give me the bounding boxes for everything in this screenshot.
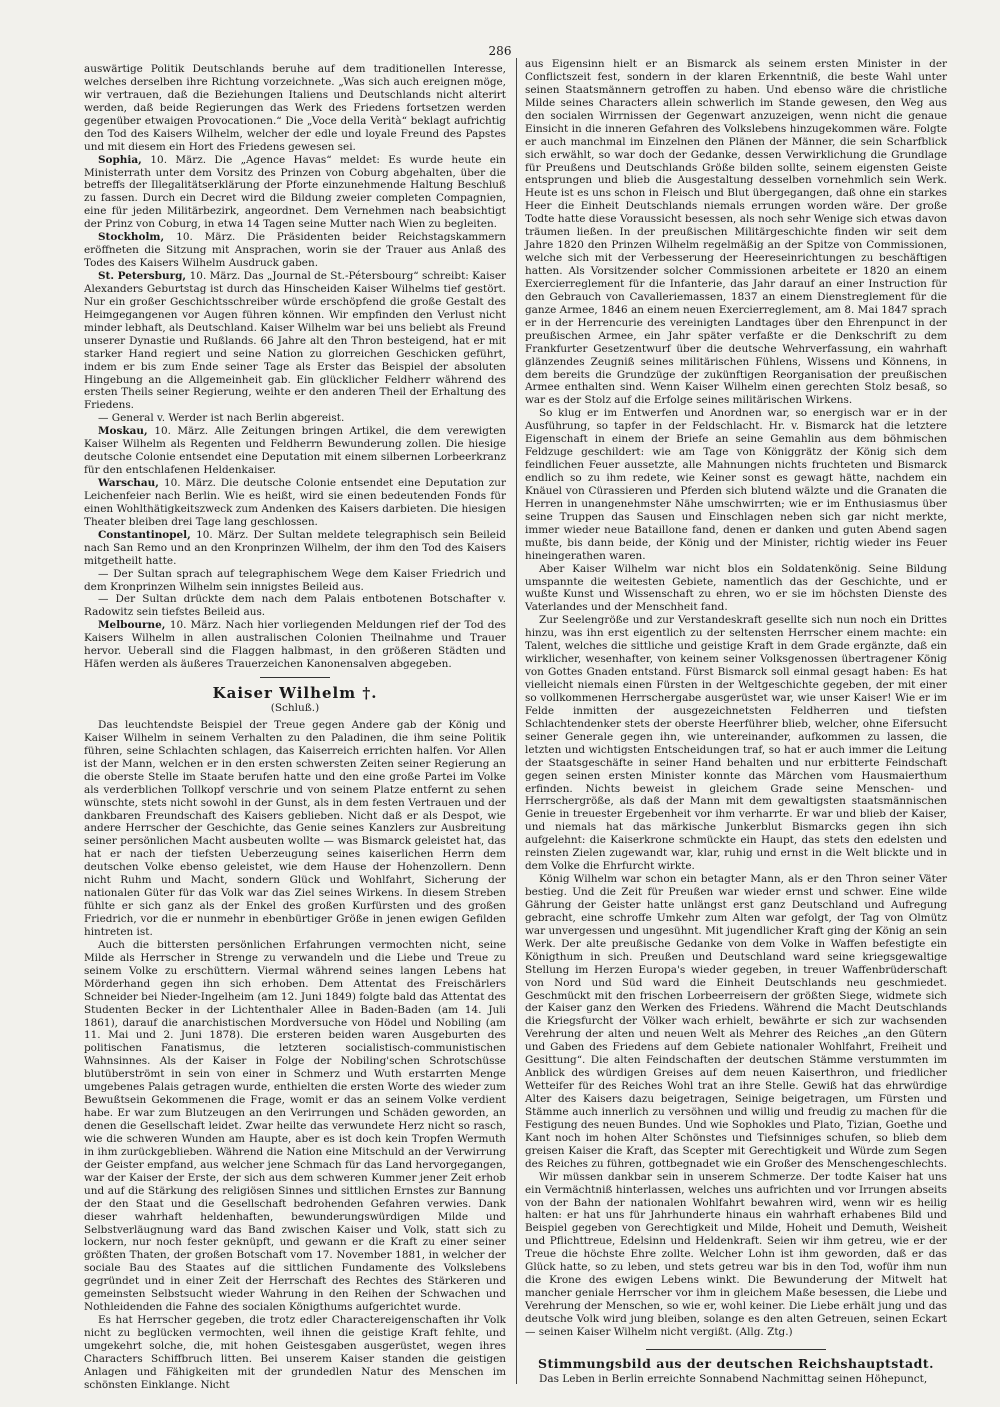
news-item [84,593,506,619]
right-column [525,58,947,1386]
section-divider [260,677,330,678]
news-item [84,270,506,412]
news-text: — General v. Werder ist nach Berlin abgereist. [98,412,345,425]
news-item [84,154,506,232]
news-item [84,568,506,594]
news-text: auswärtige Politik Deutschlands beruhe auf dem traditionellen Interesse, welches derselben ihre Richtung vorzeichnete. „Was sich auch ereignen möge, wir vertrauen, daß die Beziehungen Italiens und Deutschlands nicht alterirt werden, daß beide Regierungen das Werk des Friedens fortsetzen werden gegenüber etwaigen Provocationen.“ Die „Voce della Verità“ beklagt aufrichtig den Tod des Kaisers Wilhelm, welcher der edle und loyale Freund des Papstes und mit diesem ein Hort des Friedens gewesen sei. [84,63,506,153]
second-article-first-line: Das Leben in Berlin erreichte Sonnabend Nachmittag seinen Höhepunct, [539,1372,928,1385]
page-number: 286 [488,44,512,58]
news-item [84,63,506,154]
news-text: — Der Sultan sprach auf telegraphischem Wege dem Kaiser Friedrich und dem Kronprinzen Wilhelm sein innigstes Beileid aus. [84,567,506,593]
second-article-title: Stimmungsbild aus der deutschen Reichshauptstadt. [537,1355,935,1371]
article-paragraph: König Wilhelm war schon ein betagter Mann, als er den Thron seiner Väter bestieg. Und die Zeit für Preußen war wieder ernst und schwer. Eine wilde Gährung der Geister hatte unlängst erst ganz Deutschland und Aufregung gebracht, eine schroffe Umkehr zum Alten war gefolgt, der Tag von Olmütz war unvergessen und ungesühnt. Mit jugendlicher Kraft ging der König an sein Werk. Der alte preußische Gedanke von dem Volke in Waffen befestigte ein Königthum in sich. Preußen und Deutschland ward seine kriegsgewaltige Stellung im Herzen Europa's wieder gegeben, in treuer Waffenbrüderschaft von Nord und Süd ward die Einheit Deutschlands neu geschmiedet. Geschmückt mit den frischen Lorbeerreisern der größten Siege, widmete sich der Kaiser ganz den Werken des Friedens. Während die Macht Deutschlands die Kriegsfurcht der Völker wach erhielt, bewährte er sich zur wachsenden Verehrung der alten und neuen Welt als Mehrer des Reiches „an den Gütern und Gaben des Friedens auf dem Gebiete nationaler Wohlfahrt, Freiheit und Gesittung“. Die alten Feindschaften der deutschen Stämme verstummten im Anblick des würdigen Greises auf dem neuen Kaiserthron, und friedlicher Wetteifer für des Reiches Wohl trat an ihre Stelle. Gewiß hat das ehrwürdige Alter des Kaisers dazu beigetragen, Seinige beigetragen, um Fürsten und Stämme auch innerlich zu versöhnen und willig und freudig zu machen für die Festigung des neuen Bundes. Und wie Sophokles und Plato, Tizian, Goethe und Kant noch im hohen Alter Schönstes und Tiefsinniges schufen, so blieb dem greisen Kaiser die Kraft, das Scepter mit Gerechtigkeit und Würde zum Segen des Reiches zu führen, gottbegnadet wie ein Großer des Menschengeschlechts. [525,873,947,1170]
dateline-place: Sophia, [98,153,151,166]
news-item [84,231,506,270]
dateline-place: Constantinopel, [98,528,197,541]
dateline-place: St. Petersburg, [98,270,190,282]
news-item [84,619,506,671]
left-column [84,63,506,1392]
column-divider [516,58,517,1384]
dateline-place: Melbourne, [98,619,170,632]
news-item [84,529,506,568]
dateline-place: Moskau, [98,425,155,438]
article-subtitle: (Schluß.) [270,702,320,714]
news-text: 10. März. Die Präsidenten beider Reichstagskammern eröffneten die Sitzung mit Ansprachen, worin sie der Trauer aus Anlaß des Todes des Kaisers Wilhelm Ausdruck gaben. [84,231,506,270]
section-divider [646,1349,826,1350]
article-paragraph: Zur Seelengröße und zur Verstandeskraft gesellte sich nun noch ein Drittes hinzu, was ihn erst eigentlich zu der seltensten Herrscher einem machte: ein Talent, welches die sittliche und geistige Kraft in dem Grade ergänzte, daß ein wirklicher, wesenhafter, von keinem seiner Volksgenossen übertragener König von Gottes Gnaden entstand. Fürst Bismarck soll einmal gesagt haben: Es hat vielleicht niemals einen Fürsten in der Weltgeschichte gegeben, der mit einer so vollkommenen Herrschergabe ausgerüstet war, wie unser Kaiser! Wie er im Felde inmitten der ausgezeichnetsten Feldherren und tiefsten Schlachtendenker stets der oberste Heerführer blieb, welcher, ohne Eifersucht seiner Generale gegen ihn, wie untereinander, aufkommen zu lassen, die letzten und wichtigsten Entscheidungen traf, so hat er auch immer die Leitung der Staatsgeschäfte in seiner Hand behalten und nur erbitterte Feindschaft gegen seinen ersten Minister konnte das Märchen vom Hausmaierthum erfinden. Nichts beweist in gleichem Grade seine Menschen- und Herrschergröße, als daß der Mann mit dem gewaltigsten staatsmännischen Genie in treuester Ergebenheit vor ihm verharrte. Er war und blieb der Kaiser, und niemals hat das märkische Junkerblut Bismarcks gegen ihn sich aufgelehnt: die Kaiserkrone schmückte ein Haupt, das stets den edelsten und reinsten Zielen zugewandt war, klar, ruhig und ernst in die Welt blickte und in dem Volke die Ehrfurcht wirkte. [525,614,947,873]
news-item [84,477,506,529]
article-continuation [525,58,947,1339]
article-paragraph: Das leuchtendste Beispiel der Treue gegen Andere gab der König und Kaiser Wilhelm in seinem Verhalten zu den Paladinen, die ihm seine Politik führen, seine Schlachten schlagen, das Kaiserreich errichten halfen. Vor Allen ist der Mann, welchen er in den ersten schwersten Zeiten seiner Regierung an die oberste Stelle im Staate berufen hatte und den eine große Partei im Volke als verderblichen Tollkopf verschrie und von seinem Platze entfernt zu sehen wünschte, stets nicht sowohl in der Gunst, als in dem festen Vertrauen und der dankbaren Freundschaft des Kaisers geblieben. Nicht daß er als Despot, wie andere Herrscher der Geschichte, das Genie seines Kanzlers zur Ausbreitung seiner persönlichen Macht ausbeuten wollte — was Bismarck geleistet hat, das hat er nach der tiefsten Ueberzeugung seines kaiserlichen Herrn dem deutschen Volke ebenso geleistet, wie dem Hause der Hohenzollern. Denn nicht Ruhm und Macht, sondern Glück und Wohlfahrt, Sicherung der nationalen Güter für das Volk war das Ziel seines Wirkens. In diesem Streben fühlte er sich ganz als der Enkel des großen Kurfürsten und des großen Friedrich, vor die er nunmehr in ebenbürtiger Größe in jenen ewigen Gefilden hintreten ist. [84,718,506,938]
news-text: 10. März. Der Sultan meldete telegraphisch sein Beileid nach San Remo und an den Kronprinzen Wilhelm, der ihm den Tod des Kaisers mitgetheilt hatte. [84,528,506,567]
news-text: 10. März. Alle Zeitungen bringen Artikel, die dem verewigten Kaiser Wilhelm als Regenten und Feldherrn Bewunderung zollen. Die hiesige deutsche Colonie entsendet eine Deputation mit einem silbernen Lorbeerkranz für den entschlafenen Heldenkaiser. [84,425,506,477]
article-paragraph: Aber Kaiser Wilhelm war nicht blos ein Soldatenkönig. Seine Bildung umspannte die weitesten Gebiete, namentlich das der Geschichte, und er wußte Kunst und Wissenschaft zu ehren, wo er sie im höchsten Dienste des Vaterlandes und der Menschheit fand. [525,562,947,614]
news-text: 10. März. Die deutsche Colonie entsendet eine Deputation zur Leichenfeier nach Berlin. Wie es heißt, wird sie einen bedeutenden Fonds für einen Wohlthätigkeitszweck zum Andenken des Kaisers darbieten. Die hiesigen Theater bleiben drei Tage lang geschlossen. [84,477,506,528]
news-item [84,425,506,477]
news-text: 10. März. Nach hier vorliegenden Meldungen rief der Tod des Kaisers Wilhelm in allen australischen Colonien Theilnahme und Trauer hervor. Ueberall sind die Flaggen halbmast, in den größeren Städten und Häfen werden als äußeres Trauerzeichen Kanonensalven abgegeben. [84,619,506,671]
news-text: 10. März. Das „Journal de St.-Pétersbourg“ schreibt: Kaiser Alexanders Geburtstag ist durch das Hinscheiden Kaiser Wilhelms tief gestört. Nur ein großer Geschichtsschreiber würde erschöpfend die große Gestalt des Heimgegangenen vor Augen führen können. Wir empfinden den Verlust nicht minder lebhaft, als Deutschland. Kaiser Wilhelm war bei uns beliebt als Freund unserer Dynastie und Rußlands. 66 Jahre alt den Thron besteigend, hat er mit starker Hand regiert und seine Nation zu glorreichen Geschicken geführt, indem er bis zum Ende seiner Tage als Erster das Beispiel der absoluten Hingebung an die Allgemeinheit gab. Ein glücklicher Feldherr während des ersten Theils seiner Regierung, weihte er den anderen Theil der Erhaltung des Friedens. [84,270,507,412]
article-paragraph: Wir müssen dankbar sein in unserem Schmerze. Der todte Kaiser hat uns ein Vermächtniß hinterlassen, welches uns aufrichten und vor Irrungen abseits von der Bahn der nationalen Wohlfahrt bewahren wird, wenn wir es heilig halten: er hat uns für Jahrhunderte hinaus ein wahrhaft erhabenes Bild und Beispiel gegeben von Gerechtigkeit und Milde, Hoheit und Demuth, Weisheit und Pflichttreue, Edelsinn und Heldenkraft. Seien wir ihm getreu, wie er der Treue die höchste Ehre zollte. Welcher Lohn ist ihm geworden, daß er das Glück hatte, so zu leben, und stets getreu war bis in den Tod, wofür ihm nun die Krone des ewigen Lebens winkt. Die Bewunderung der Mitwelt hat mancher geniale Herrscher vor ihm in gleichem Maße besessen, die Liebe und Verehrung der Menschen, so wie er, wohl keiner. Die Liebe erhält jung und das deutsche Volk wird jung bleiben, solange es den alten Getreuen, seinen Eckart — seinen Kaiser Wilhelm nicht vergißt. (Allg. Ztg.) [525,1170,947,1338]
news-item [84,412,506,425]
article-paragraph: aus Eigensinn hielt er an Bismarck als seinem ersten Minister in der Conflictszeit fest, sondern in der klaren Erkenntniß, die beste Wahl unter seinen Staatsmännern getroffen zu haben. Und ebenso wäre die christliche Milde seines Characters allein schwerlich im Stande gewesen, den Weg aus den socialen Wirrnissen der Gegenwart anzuzeigen, wenn nicht die genaue Einsicht in die inneren Gefahren des Volkslebens hinzugekommen wäre. Folgte er auch manchmal im Einzelnen den Plänen der Männer, die sein Scharfblick sich erwählt, so war doch der Gedanke, dessen Verwirklichung die Grundlage für Preußens und Deutschlands Größe bilden sollte, seinem eigensten Geiste entsprungen und blieb die Ausgestaltung desselben vornehmlich sein Werk. Heute ist es uns schon in Fleisch und Blut übergegangen, daß ohne ein starkes Heer die Einheit Deutschlands niemals errungen worden wäre. Der große Todte hatte diese Voraussicht besessen, als noch sehr Wenige sich etwas davon träumen ließen. In der preußischen Militärgeschichte finden wir seit dem Jahre 1820 den Prinzen Wilhelm regelmäßig an der Spitze von Commissionen, welche sich mit der Verbesserung der Heereseinrichtungen zu beschäftigen hatten. Als Vorsitzender solcher Commissionen arbeitete er 1820 an einem Exercierreglement für die Infanterie, das Jahr darauf an einer Instruction für den Gebrauch von Cavalleriemassen, 1837 an einem Dienstreglement für die ganze Armee, 1846 an einem neuen Exercierreglement, am 8. Mai 1847 sprach er in der Herrencurie des vereinigten Landtages über den Ehrenpunct in der preußischen Armee, ein Jahr später verfaßte er die Denkschrift zu dem Frankfurter Gesetzentwurf über die deutsche Wehrverfassung, ein wahrhaft glänzendes Zeugniß seines militärischen Fühlens, Wissens und Könnens, in dem bereits die Grundzüge der zukünftigen Reorganisation der preußischen Armee enthalten sind. Wenn Kaiser Wilhelm einen gerechten Stolz besaß, so war es der Stolz auf die Erfolge seines militärischen Wirkens. [525,58,947,407]
dateline-place: Warschau, [98,477,164,489]
dateline-place: Stockholm, [98,231,177,244]
news-dispatches [84,63,506,671]
article-paragraph: Auch die bittersten persönlichen Erfahrungen vermochten nicht, seine Milde als Herrscher in Strenge zu verwandeln und die Liebe und Treue zu seinem Volke zu erschüttern. Viermal während seines langen Lebens hat Mörderhand gegen ihn sich erhoben. Dem Attentat des Freischärlers Schneider bei Nieder-Ingelheim (am 12. Juni 1849) folgte bald das Attentat des Studenten Becker in der Lichtenthaler Allee in Baden-Baden (am 14. Juli 1861), darauf die anarchistischen Mordversuche von Hödel und Nobiling (am 11. Mai und 2. Juni 1878). Die ersteren beiden waren Ausgeburten des politischen Fanatismus, die letzteren socialistisch-communistischen Wahnsinnes. Als der Kaiser in Folge der Nobiling'schen Schrotschüsse blutüberströmt in sein von einer in Schmerz und Wuth erstarrten Menge umgebenes Palais getragen wurde, enthielten die ersten Worte des wieder zum Bewußtsein Gekommenen die Frage, womit er das an seinem Volke verdient habe. Er war zum Blutzeugen an den Verirrungen und Schäden geworden, an denen die Gesellschaft leidet. Zwar heilte das verwundete Herz nicht so rasch, wie die schweren Wunden am Haupte, aber es ist doch kein Tropfen Wermuth in ihm zurückgeblieben. Während die Nation eine Mitschuld an der Verwirrung der Geister empfand, aus welcher jene Schmach für das Land hervorgegangen, war der Kaiser der Erste, der sich aus dem schweren Kummer jener Zeit erhob und auf die Stärkung des religiösen Sinnes und sittlichen Ernstes zur Bannung der den Staat und die Gesellschaft bedrohenden Gefahren verwies. Dank dieser wahrhaft heldenhaften, bewunderungswürdigen Milde und Selbstverläugnung ward das Band zwischen Kaiser und Volk, statt sich zu lockern, nur noch fester geknüpft, und gewann er die Kraft zu einer seiner größten Thaten, der großen Botschaft vom 17. November 1881, in welcher der sociale Bau des Staates auf die sittlichen Fundamente des Volkslebens gegründet und in einer Zeit der Herrschaft des Rechtes des Stärkeren und gemeinsten Selbstsucht wieder Wahrung in den Reihen der Schwachen und Nothleidenden die Fahne des socialen Königthums aufgerichtet wurde. [84,938,506,1314]
article-body [84,719,506,1392]
news-text: 10. März. Die „Agence Havas“ meldet: Es wurde heute ein Ministerrath unter dem Vorsitz des Prinzen von Coburg abgehalten, über die betreffs der Illegalitätserklärung der Pforte einzunehmende Haltung Beschluß zu fassen. Durch ein Decret wird die Bildung zweier completen Compagnien, eine für jeden Militärbezirk, angeordnet. Dem Vernehmen nach beabsichtigt der Prinz von Coburg, in etwa 14 Tagen seine Mutter nach Wien zu begleiten. [84,153,506,231]
article-paragraph: Es hat Herrscher gegeben, die trotz edler Charactereigenschaften ihr Volk nicht zu beglücken vermochten, weil ihnen die geistige Kraft fehlte, und umgekehrt solche, die, mit hohen Geistesgaben ausgerüstet, wegen ihres Characters Schiffbruch litten. Bei unserem Kaiser standen die geistigen Anlagen und Fähigkeiten mit der grundedlen Natur des Menschen im schönsten Einklange. Nicht [84,1314,506,1391]
article-paragraph: So klug er im Entwerfen und Anordnen war, so energisch war er in der Ausführung, so tapfer in der Feldschlacht. Hr. v. Bismarck hat die letztere Eigenschaft in einem der Briefe an seine Gemahlin aus dem böhmischen Feldzuge geschildert: wie am Tage von Königgrätz der König sich dem feindlichen Feuer aussetzte, alle Mahnungen nichts fruchteten und Bismarck endlich so zu ihm redete, wie Keiner sonst es gewagt hätte, nachdem ein Knäuel von Cürassieren und Pferden sich blutend wälzte und die Granaten die Herren in unangenehmster Nähe umschwirrten; wie er im Enthusiasmus über seine Truppen das Sausen und Einschlagen neben sich gar nicht merkte, immer wieder neue Bataillone fand, denen er danken und guten Abend sagen mußte, bis dann beide, der König und der Minister, richtig wieder ins Feuer hineingerathen waren. [525,407,947,562]
news-text: — Der Sultan drückte dem nach dem Palais entbotenen Botschafter v. Radowitz sein tiefstes Beileid aus. [84,593,506,619]
article-title: Kaiser Wilhelm †. [212,684,378,703]
